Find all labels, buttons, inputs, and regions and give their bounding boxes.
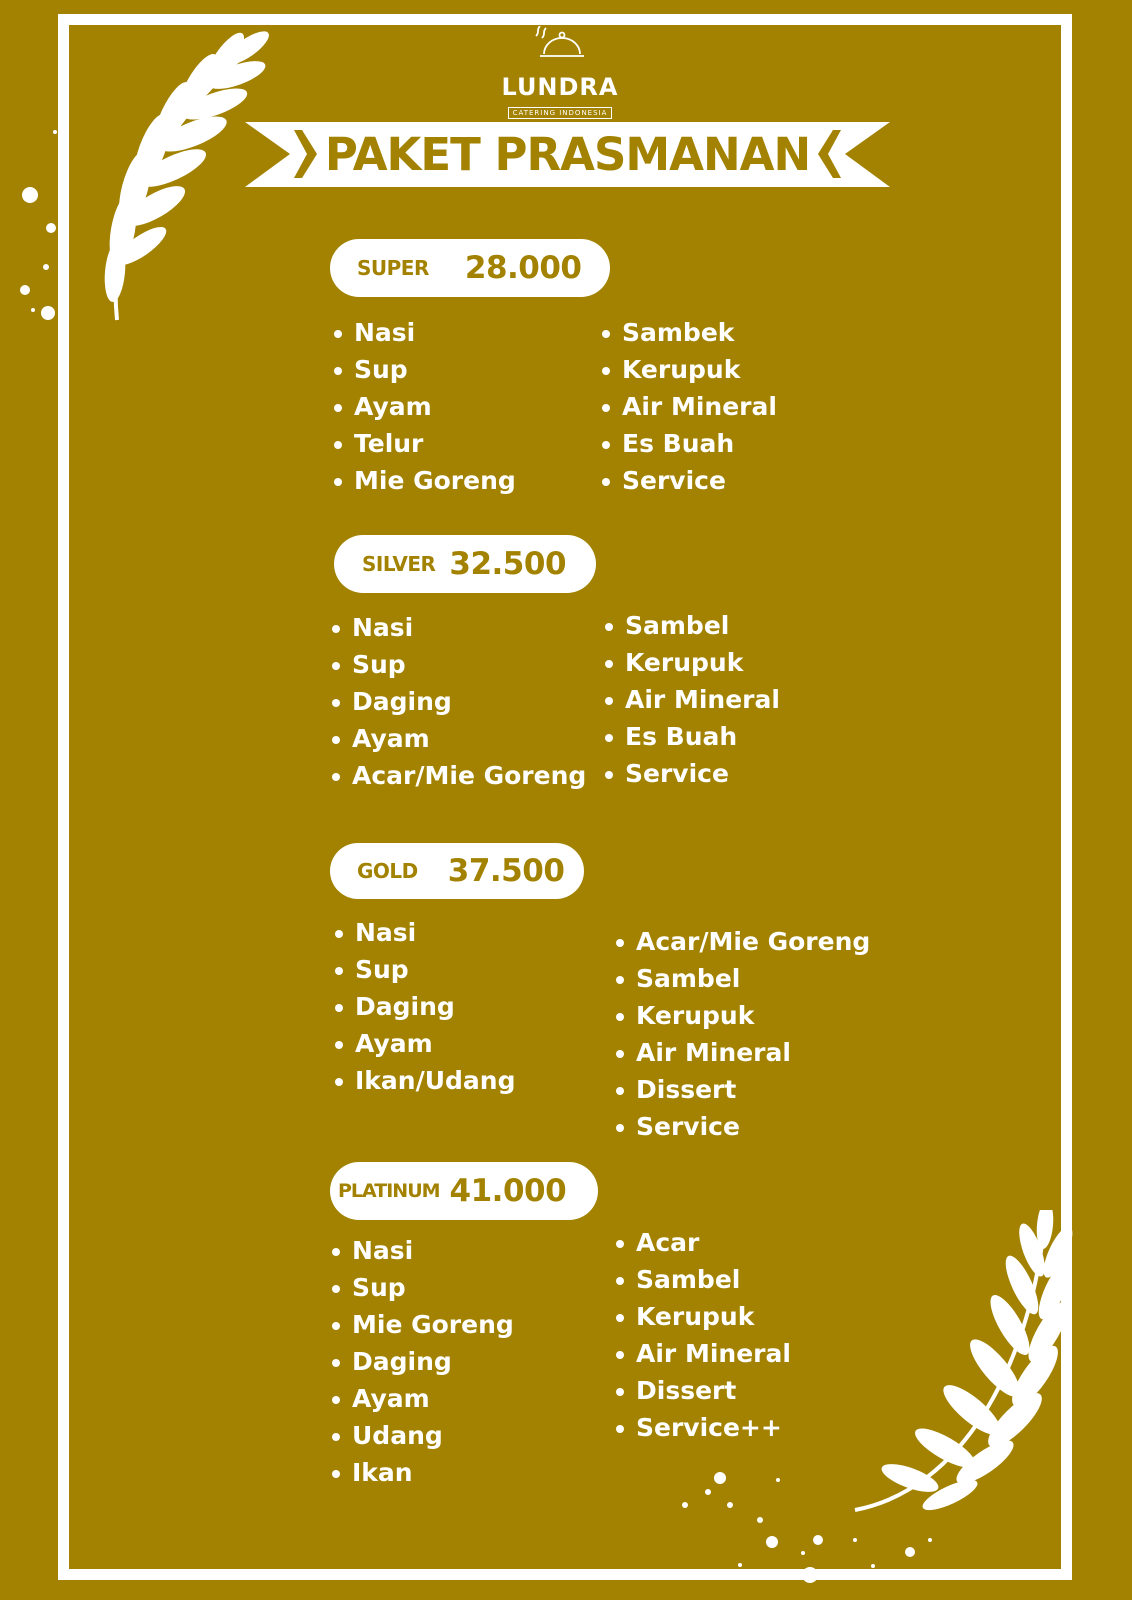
list-item: Es Buah <box>601 718 780 755</box>
list-item: Nasi <box>328 609 586 646</box>
list-item: Sambel <box>612 960 870 997</box>
list-item: Telur <box>330 425 516 462</box>
list-item: Daging <box>328 1343 514 1380</box>
list-item: Sup <box>330 351 516 388</box>
package-tier: GOLD <box>357 859 418 883</box>
wheat-icon <box>15 20 275 330</box>
page-title: PAKET PRASMANAN <box>324 128 811 181</box>
list-item: Mie Goreng <box>328 1306 514 1343</box>
list-item: Sambel <box>612 1261 791 1298</box>
list-item: Daging <box>331 988 516 1025</box>
list-item: Daging <box>328 683 586 720</box>
package-badge-platinum <box>330 1162 598 1220</box>
package-tier: PLATINUM <box>338 1180 440 1202</box>
package-items-platinum-col2 <box>612 1224 791 1446</box>
package-items-super-col1 <box>330 314 516 499</box>
package-price: 32.500 <box>449 546 567 582</box>
list-item: Service <box>601 755 780 792</box>
package-items-silver-col1 <box>328 609 586 794</box>
list-item: Sambel <box>601 607 780 644</box>
list-item: Sup <box>328 1269 514 1306</box>
list-item: Dissert <box>612 1071 870 1108</box>
cloche-icon <box>532 26 588 64</box>
package-items-gold-col2 <box>612 923 870 1145</box>
list-item: Ikan <box>328 1454 514 1491</box>
list-item: Acar/Mie Goreng <box>612 923 870 960</box>
list-item: Service++ <box>612 1409 791 1446</box>
package-price: 37.500 <box>447 853 565 889</box>
list-item: Nasi <box>330 314 516 351</box>
package-items-super-col2 <box>598 314 777 499</box>
list-item: Ayam <box>328 1380 514 1417</box>
list-item: Air Mineral <box>598 388 777 425</box>
list-item: Ayam <box>328 720 586 757</box>
package-tier: SUPER <box>357 256 429 280</box>
list-item: Es Buah <box>598 425 777 462</box>
package-badge-super <box>330 239 610 297</box>
list-item: Udang <box>328 1417 514 1454</box>
brand-logo <box>490 26 630 119</box>
list-item: Kerupuk <box>601 644 780 681</box>
package-badge-gold <box>330 843 584 899</box>
list-item: Ikan/Udang <box>331 1062 516 1099</box>
package-items-platinum-col1 <box>328 1232 514 1491</box>
list-item: Sup <box>328 646 586 683</box>
package-price: 41.000 <box>449 1173 567 1209</box>
brand-tagline: CATERING INDONESIA <box>508 107 613 119</box>
list-item: Air Mineral <box>601 681 780 718</box>
package-tier: SILVER <box>362 552 436 576</box>
list-item: Service <box>598 462 777 499</box>
list-item: Air Mineral <box>612 1335 791 1372</box>
package-price: 28.000 <box>464 250 582 286</box>
list-item: Nasi <box>328 1232 514 1269</box>
list-item: Kerupuk <box>612 997 870 1034</box>
list-item: Ayam <box>330 388 516 425</box>
list-item: Nasi <box>331 914 516 951</box>
list-item: Sup <box>331 951 516 988</box>
list-item: Sambek <box>598 314 777 351</box>
list-item: Air Mineral <box>612 1034 870 1071</box>
list-item: Acar/Mie Goreng <box>328 757 586 794</box>
list-item: Kerupuk <box>612 1298 791 1335</box>
list-item: Dissert <box>612 1372 791 1409</box>
brand-name: LUNDRA <box>501 73 619 101</box>
list-item: Service <box>612 1108 870 1145</box>
title-banner <box>245 122 890 187</box>
package-items-gold-col1 <box>331 914 516 1099</box>
package-items-silver-col2 <box>601 607 780 792</box>
list-item: Mie Goreng <box>330 462 516 499</box>
list-item: Ayam <box>331 1025 516 1062</box>
package-badge-silver <box>334 535 596 593</box>
list-item: Acar <box>612 1224 791 1261</box>
list-item: Kerupuk <box>598 351 777 388</box>
